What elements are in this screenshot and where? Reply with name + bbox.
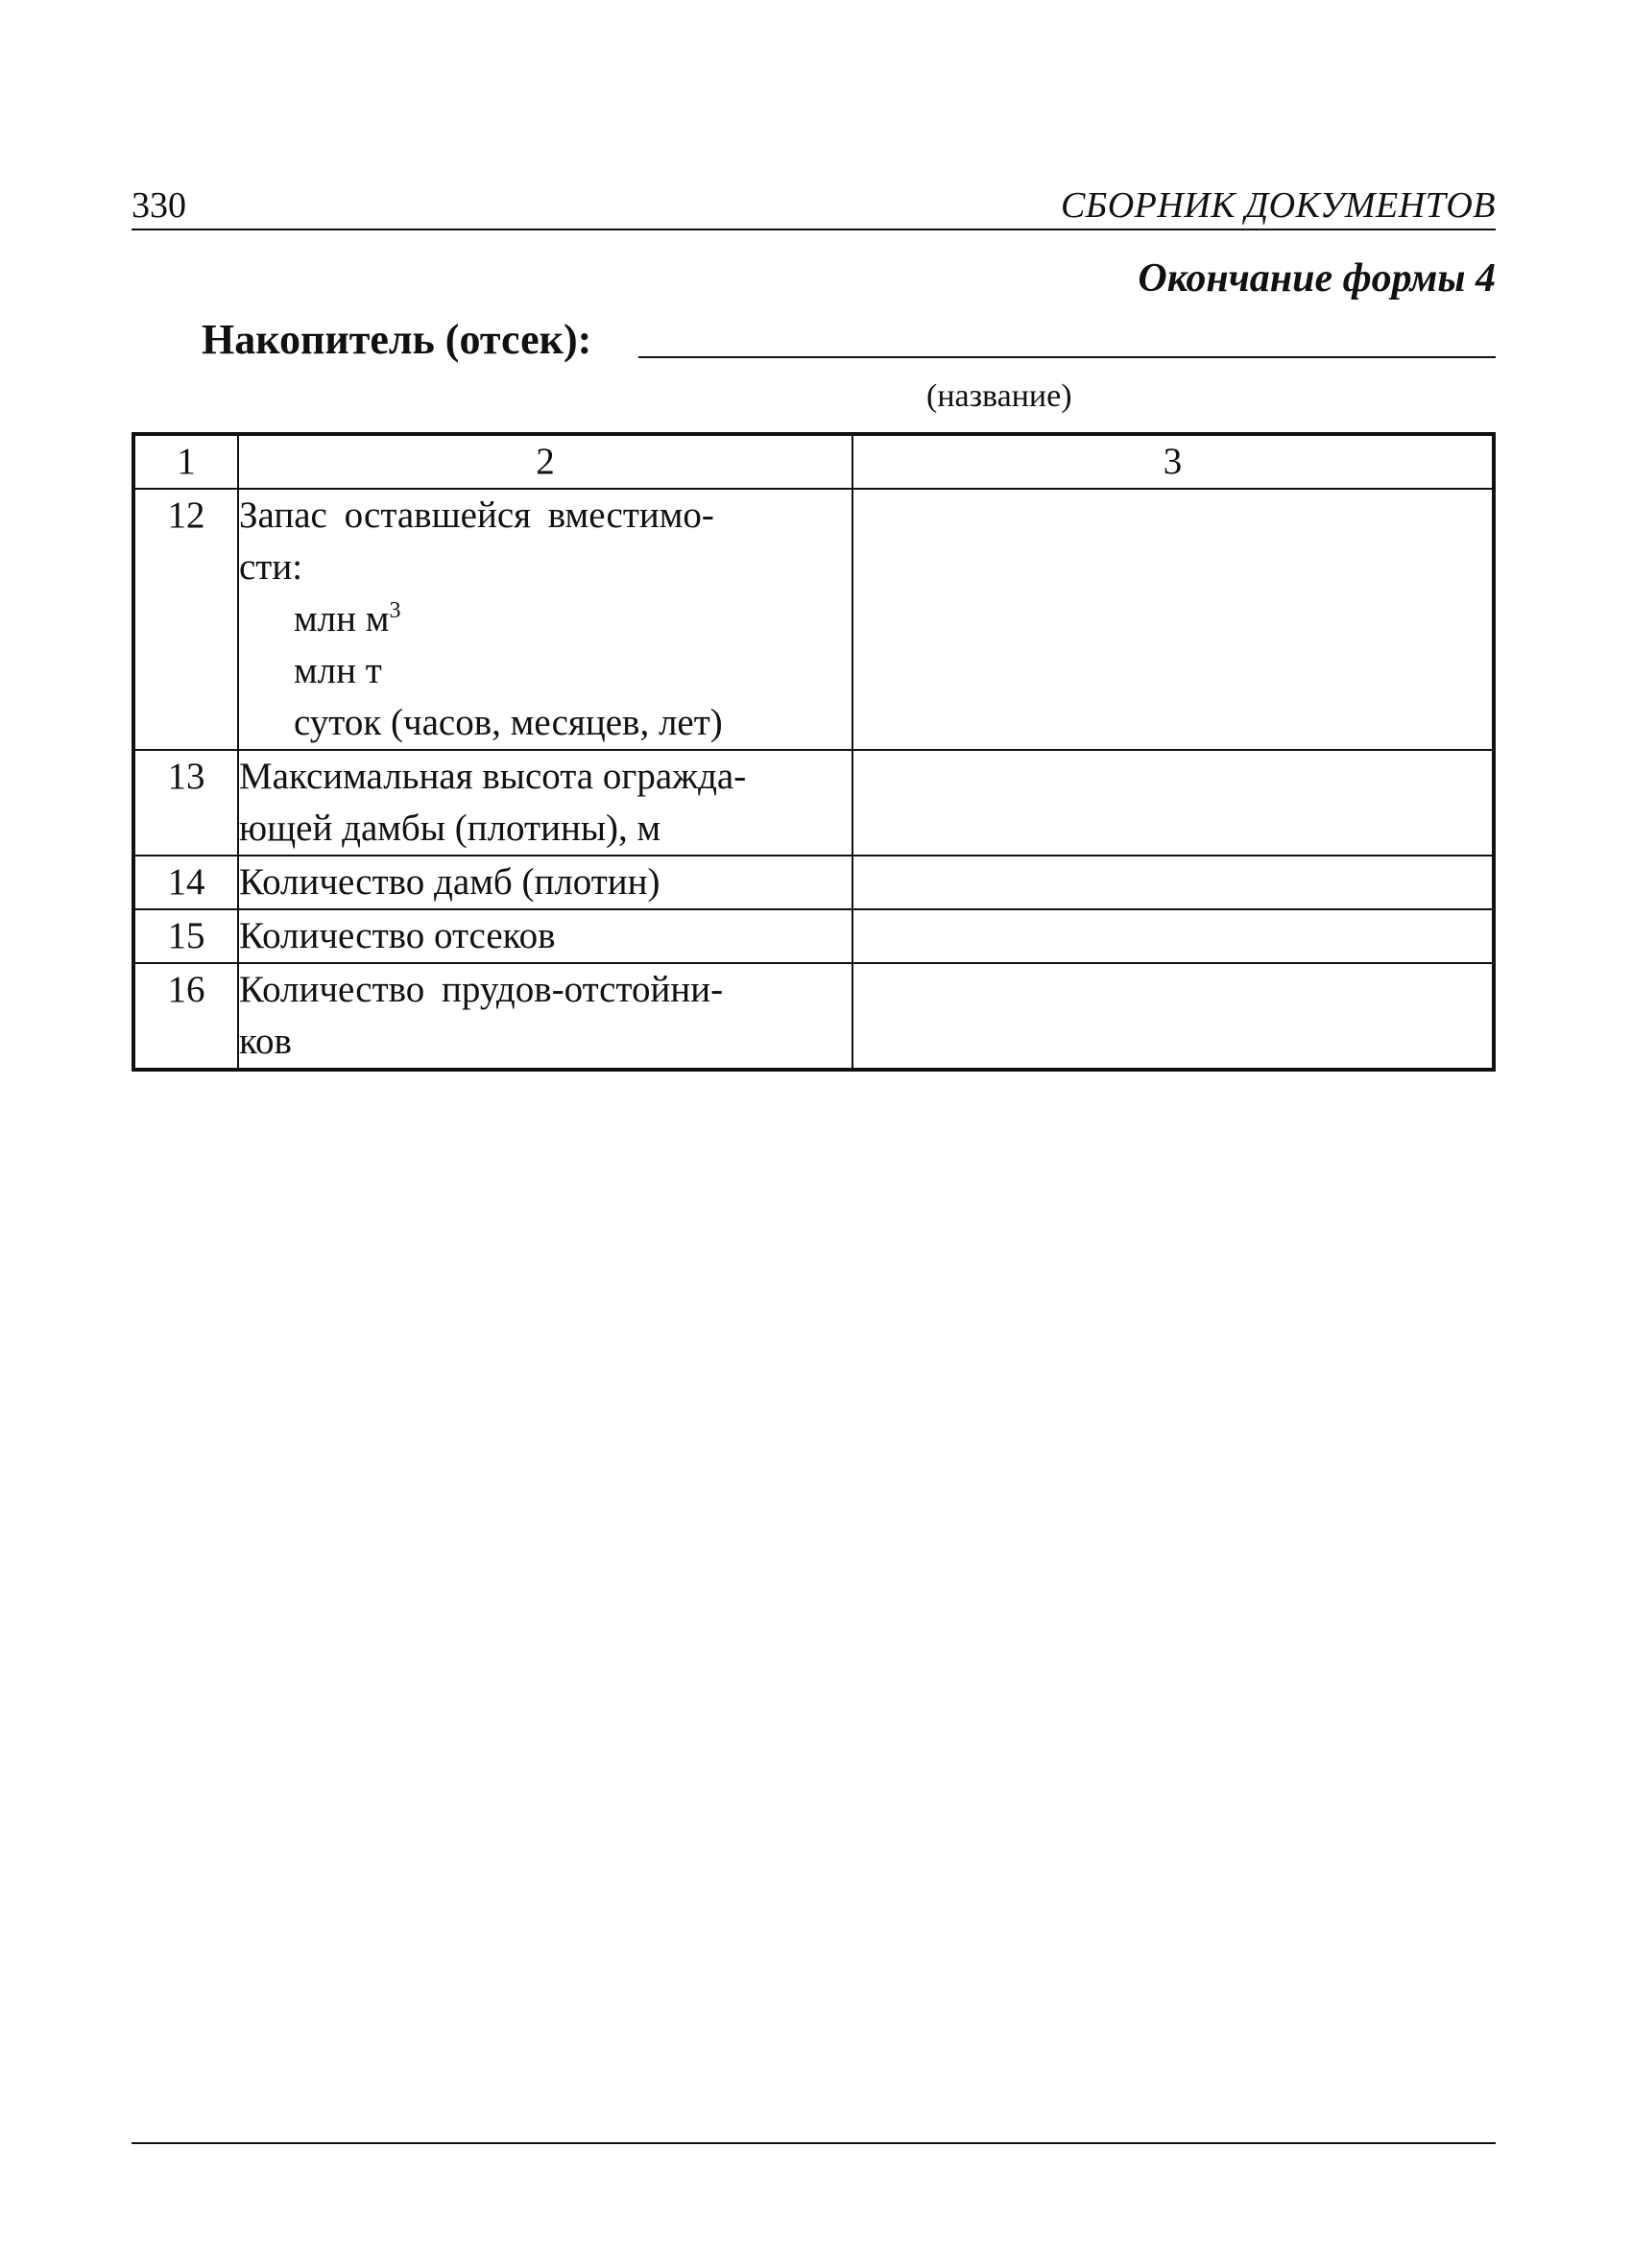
form-table [132, 432, 1496, 1072]
unit-text: млн м [294, 598, 390, 639]
row-number: 13 [133, 750, 238, 856]
unit-superscript: 3 [389, 598, 401, 623]
running-title: СБОРНИК ДОКУМЕНТОВ [1060, 185, 1496, 226]
value-cell[interactable] [852, 909, 1494, 963]
name-hint: (название) [926, 378, 1072, 414]
row-number: 15 [133, 909, 238, 963]
row-description [238, 489, 852, 750]
row-description [238, 856, 852, 909]
header-cell-3: 3 [852, 434, 1494, 489]
row-number: 16 [133, 963, 238, 1070]
row-number: 14 [133, 856, 238, 909]
value-cell[interactable] [852, 963, 1494, 1070]
form-caption: Окончание формы 4 [1138, 256, 1496, 301]
running-head [132, 181, 1496, 230]
header-cell-2: 2 [238, 434, 852, 489]
row-line: Количество отсеков [239, 915, 556, 956]
row-line: Количество прудов-отстойни- [239, 969, 724, 1010]
header-cell-1: 1 [133, 434, 238, 489]
value-cell[interactable] [852, 750, 1494, 856]
footer-rule [132, 2142, 1496, 2144]
row-description [238, 963, 852, 1070]
table-row [133, 963, 1494, 1070]
value-cell[interactable] [852, 489, 1494, 750]
page-number: 330 [132, 185, 186, 226]
row-line: Максимальная высота огражда- [239, 756, 747, 797]
table-row [133, 750, 1494, 856]
row-number: 12 [133, 489, 238, 750]
name-blank-line[interactable] [638, 356, 1496, 358]
row-line: ков [239, 1021, 292, 1062]
storage-label: Накопитель (отсек): [202, 316, 592, 363]
table-row [133, 909, 1494, 963]
row-line: ющей дамбы (плотины), м [239, 808, 661, 849]
row-line: Количество дамб (плотин) [239, 861, 660, 903]
row-line: сти: [239, 546, 303, 588]
table-row [133, 856, 1494, 909]
row-sub-line: млн т [294, 650, 382, 691]
row-sub-line [239, 593, 852, 645]
value-cell[interactable] [852, 856, 1494, 909]
table-header-row [133, 434, 1494, 489]
row-description [238, 750, 852, 856]
table-row [133, 489, 1494, 750]
row-description [238, 909, 852, 963]
row-sub-line: суток (часов, месяцев, лет) [294, 702, 723, 743]
row-line: Запас оставшейся вместимо- [239, 495, 714, 536]
